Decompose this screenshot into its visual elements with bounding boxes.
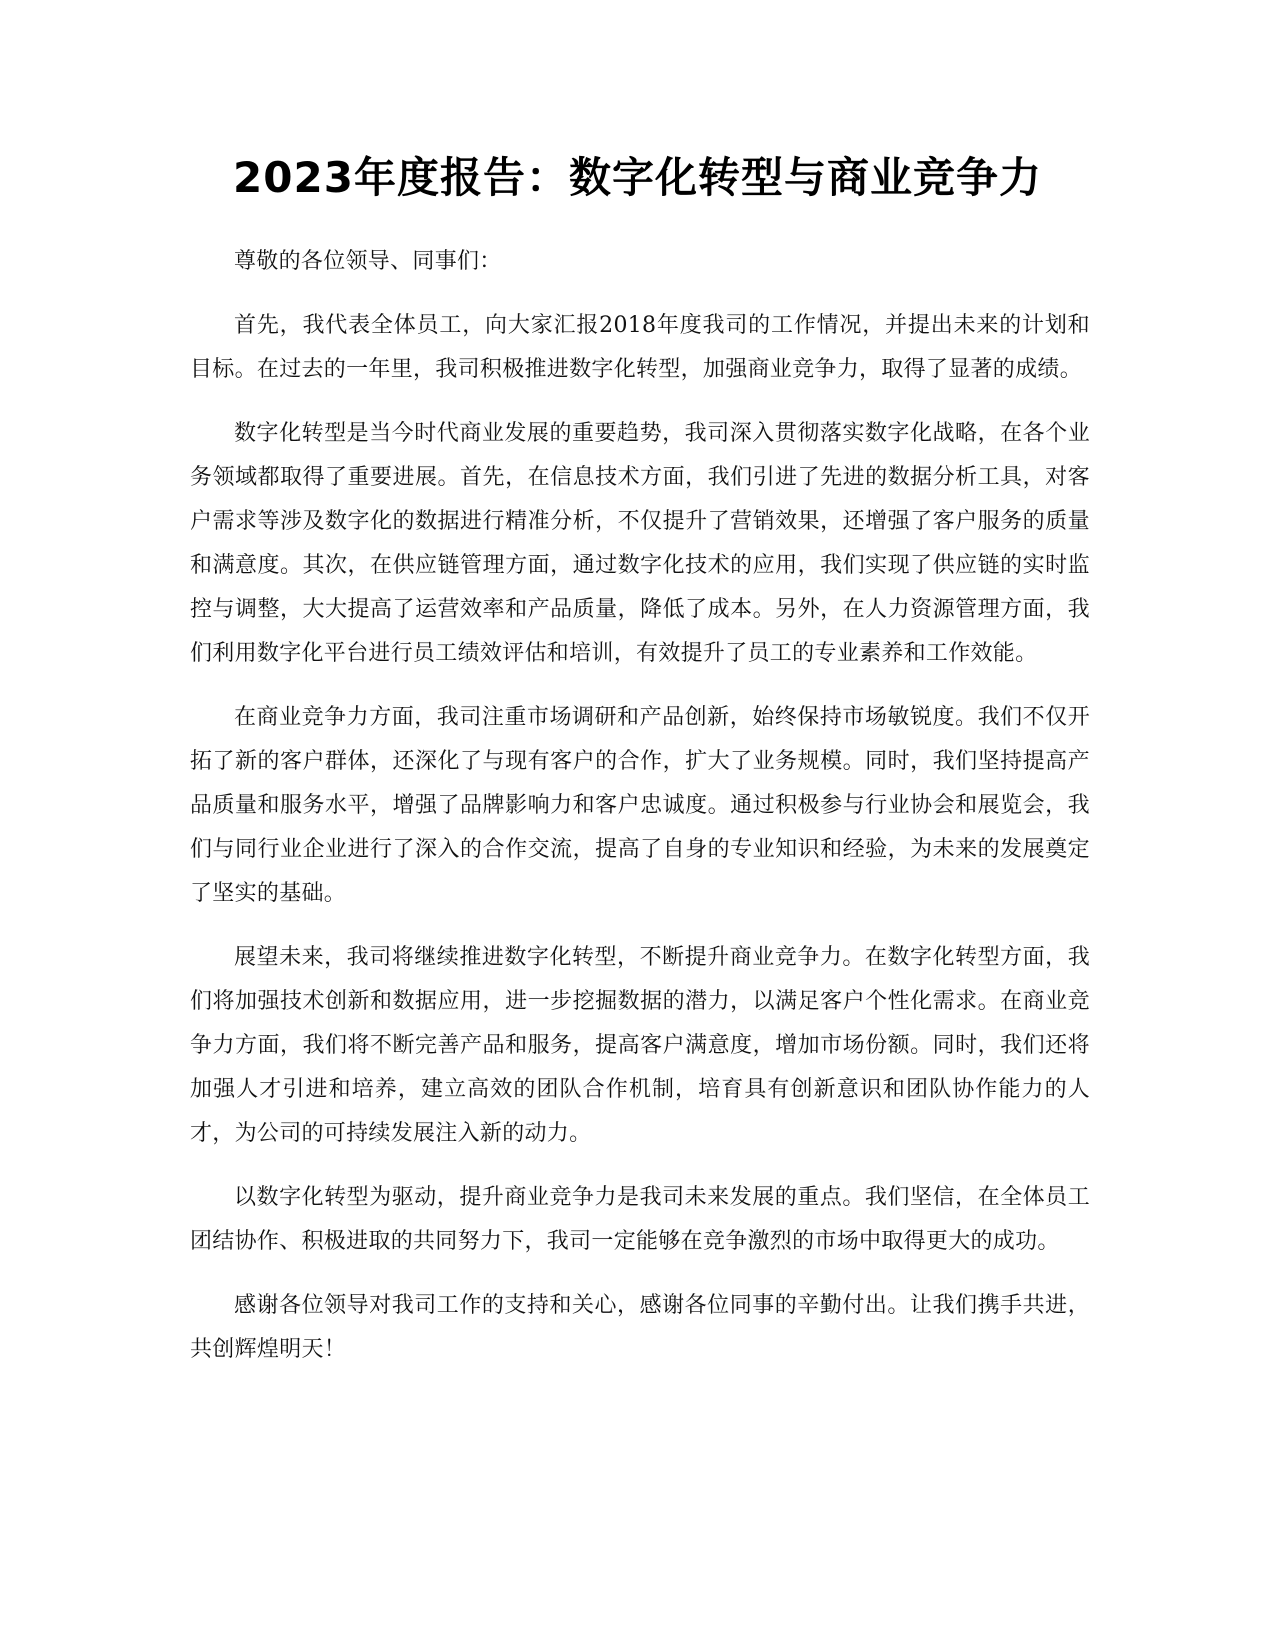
paragraph-intro: 首先，我代表全体员工，向大家汇报2018年度我司的工作情况，并提出未来的计划和目标。在过去的一年里，我司积极推进数字化转型，加强商业竞争力，取得了显著的成绩。 [190,313,1090,382]
document-body [190,240,1090,1392]
paragraph-outlook: 展望未来，我司将继续推进数字化转型，不断提升商业竞争力。在数字化转型方面，我们将加强技术创新和数据应用，进一步挖掘数据的潜力，以满足客户个性化需求。在商业竞争力方面，我们将不断完善产品和服务，提高客户满意度，增加市场份额。同时，我们还将加强人才引进和培养，建立高效的团队合作机制，培育具有创新意识和团队协作能力的人才，为公司的可持续发展注入新的动力。 [190,945,1090,1146]
greeting-paragraph: 尊敬的各位领导、同事们： [234,249,502,274]
paragraph-competitiveness: 在商业竞争力方面，我司注重市场调研和产品创新，始终保持市场敏锐度。我们不仅开拓了新的客户群体，还深化了与现有客户的合作，扩大了业务规模。同时，我们坚持提高产品质量和服务水平，增强了品牌影响力和客户忠诚度。通过积极参与行业协会和展览会，我们与同行业企业进行了深入的合作交流，提高了自身的专业知识和经验，为未来的发展奠定了坚实的基础。 [190,705,1090,906]
paragraph-focus: 以数字化转型为驱动，提升商业竞争力是我司未来发展的重点。我们坚信，在全体员工团结协作、积极进取的共同努力下，我司一定能够在竞争激烈的市场中取得更大的成功。 [190,1185,1090,1254]
paragraph-thanks: 感谢各位领导对我司工作的支持和关心，感谢各位同事的辛勤付出。让我们携手共进，共创辉煌明天！ [190,1293,1090,1362]
paragraph-digital-transformation: 数字化转型是当今时代商业发展的重要趋势，我司深入贯彻落实数字化战略，在各个业务领域都取得了重要进展。首先，在信息技术方面，我们引进了先进的数据分析工具，对客户需求等涉及数字化的数据进行精准分析，不仅提升了营销效果，还增强了客户服务的质量和满意度。其次，在供应链管理方面，通过数字化技术的应用，我们实现了供应链的实时监控与调整，大大提高了运营效率和产品质量，降低了成本。另外，在人力资源管理方面，我们利用数字化平台进行员工绩效评估和培训，有效提升了员工的专业素养和工作效能。 [190,421,1090,666]
document-title: 2023年度报告：数字化转型与商业竞争力 [233,153,1042,202]
